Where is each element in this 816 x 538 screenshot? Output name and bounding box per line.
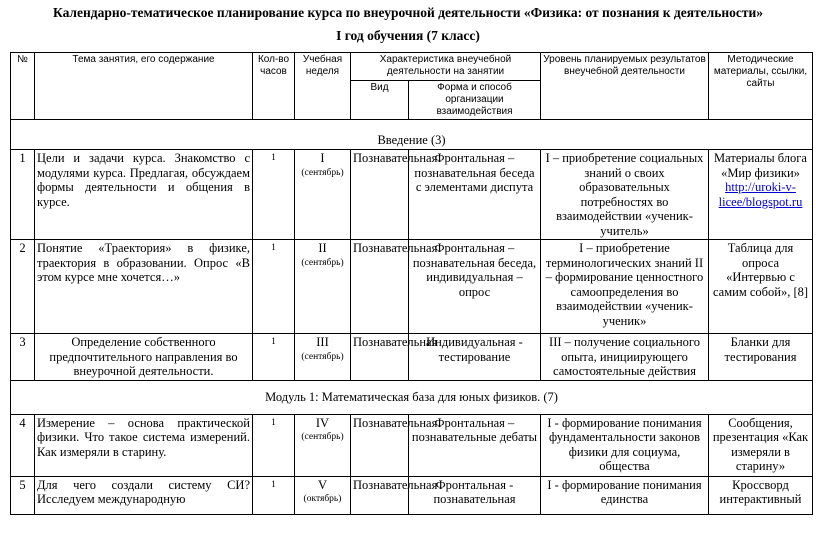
row-kind: Познавательная	[351, 334, 409, 381]
row-kind: Познавательная	[351, 150, 409, 240]
row-num: 4	[11, 414, 35, 476]
row-hours: 1	[253, 150, 295, 240]
header-hours: Кол-во часов	[253, 53, 295, 120]
section-row	[11, 380, 813, 414]
header-row	[11, 53, 813, 81]
row-form: Фронтальная – познавательная беседа, индивидуальная – опрос	[409, 240, 541, 334]
materials-text: Материалы блога «Мир физики»	[714, 151, 807, 180]
row-week	[295, 334, 351, 381]
row-form: Фронтальная - познавательная	[409, 476, 541, 514]
row-topic: Понятие «Траектория» в физике, траектория в образовании. Опрос «В этом курсе мне хочется…»	[35, 240, 253, 334]
week-number: III	[316, 335, 329, 349]
row-materials: Бланки для тестирования	[709, 334, 813, 381]
week-month: (октябрь)	[303, 494, 342, 504]
row-kind: Познавательная	[351, 414, 409, 476]
planning-table	[10, 52, 813, 515]
week-number: I	[320, 151, 325, 165]
table-row	[11, 414, 813, 476]
row-week	[295, 240, 351, 334]
week-month: (сентябрь)	[301, 257, 344, 268]
row-level: I – приобретение терминологических знаний II – формирование ценностного самоопределения во взаимодействии «ученик-ученик»	[541, 240, 709, 334]
header-topic: Тема занятия, его содержание	[35, 53, 253, 120]
row-level: I - формирование понимания фундаментальности законов физики для социума, общества	[541, 414, 709, 476]
row-topic: Измерение – основа практической физики. Что такое система измерений. Как измеряли в старину.	[35, 414, 253, 476]
table-row	[11, 240, 813, 334]
row-hours: 1	[253, 414, 295, 476]
row-hours: 1	[253, 476, 295, 514]
row-topic: Цели и задачи курса. Знакомство с модулями курса. Предлагая, обсуждаем формы деятельности и общения в курсе.	[35, 150, 253, 240]
table-row	[11, 150, 813, 240]
table-row	[11, 476, 813, 514]
row-num: 5	[11, 476, 35, 514]
row-week	[295, 150, 351, 240]
document-subtitle: I год обучения (7 класс)	[336, 28, 480, 43]
row-hours: 1	[253, 334, 295, 381]
row-form: Индивидуальная - тестирование	[409, 334, 541, 381]
row-num: 3	[11, 334, 35, 381]
row-form: Фронтальная – познавательные дебаты	[409, 414, 541, 476]
header-activity: Характеристика внеучебной деятельности на занятии	[351, 53, 541, 81]
row-level: I – приобретение социальных знаний о своих образовательных потребностях во взаимодействии «ученик-учитель»	[541, 150, 709, 240]
row-materials: Сообщения, презентация «Как измеряли в старину»	[709, 414, 813, 476]
row-week	[295, 414, 351, 476]
week-number: V	[317, 477, 328, 492]
section-row	[11, 120, 813, 150]
week-month: (сентябрь)	[301, 351, 344, 362]
header-form: Форма и способ организации взаимодействия	[409, 81, 541, 120]
row-materials: Таблица для опроса «Интервью с самим собой», [8]	[709, 240, 813, 334]
row-num: 1	[11, 150, 35, 240]
row-kind: Познавательная	[351, 476, 409, 514]
row-materials: Кроссворд интерактивный	[709, 476, 813, 514]
header-level: Уровень планируемых результатов внеучебной деятельности	[541, 53, 709, 120]
row-level: I - формирование понимания единства	[541, 476, 709, 514]
header-num: №	[11, 53, 35, 120]
table-row	[11, 334, 813, 381]
row-topic: Определение собственного предпочтительного направления во внеурочной деятельности.	[35, 334, 253, 381]
row-hours: 1	[253, 240, 295, 334]
row-materials	[709, 150, 813, 240]
row-form: Фронтальная – познавательная беседа с элементами диспута	[409, 150, 541, 240]
header-week: Учебная неделя	[295, 53, 351, 120]
week-month: (сентябрь)	[301, 167, 344, 178]
row-week	[295, 476, 351, 514]
section-title: Модуль 1: Математическая база для юных физиков. (7)	[11, 380, 813, 414]
week-month: (сентябрь)	[301, 432, 344, 442]
blog-link[interactable]: http://uroki-v-licee/blogspot.ru	[718, 180, 803, 209]
week-number: II	[318, 241, 327, 255]
row-level: III – получение социального опыта, инициирующего самостоятельные действия	[541, 334, 709, 381]
header-kind: Вид	[351, 81, 409, 120]
row-num: 2	[11, 240, 35, 334]
row-topic: Для чего создали систему СИ? Исследуем международную	[35, 476, 253, 514]
section-title: Введение (3)	[11, 120, 813, 150]
document-title: Календарно-тематическое планирование курса по внеурочной деятельности «Физика: от познания к деятельности»	[52, 5, 764, 20]
row-kind: Познавательная	[351, 240, 409, 334]
week-number: IV	[315, 415, 330, 430]
header-materials: Методические материалы, ссылки, сайты	[709, 53, 813, 120]
